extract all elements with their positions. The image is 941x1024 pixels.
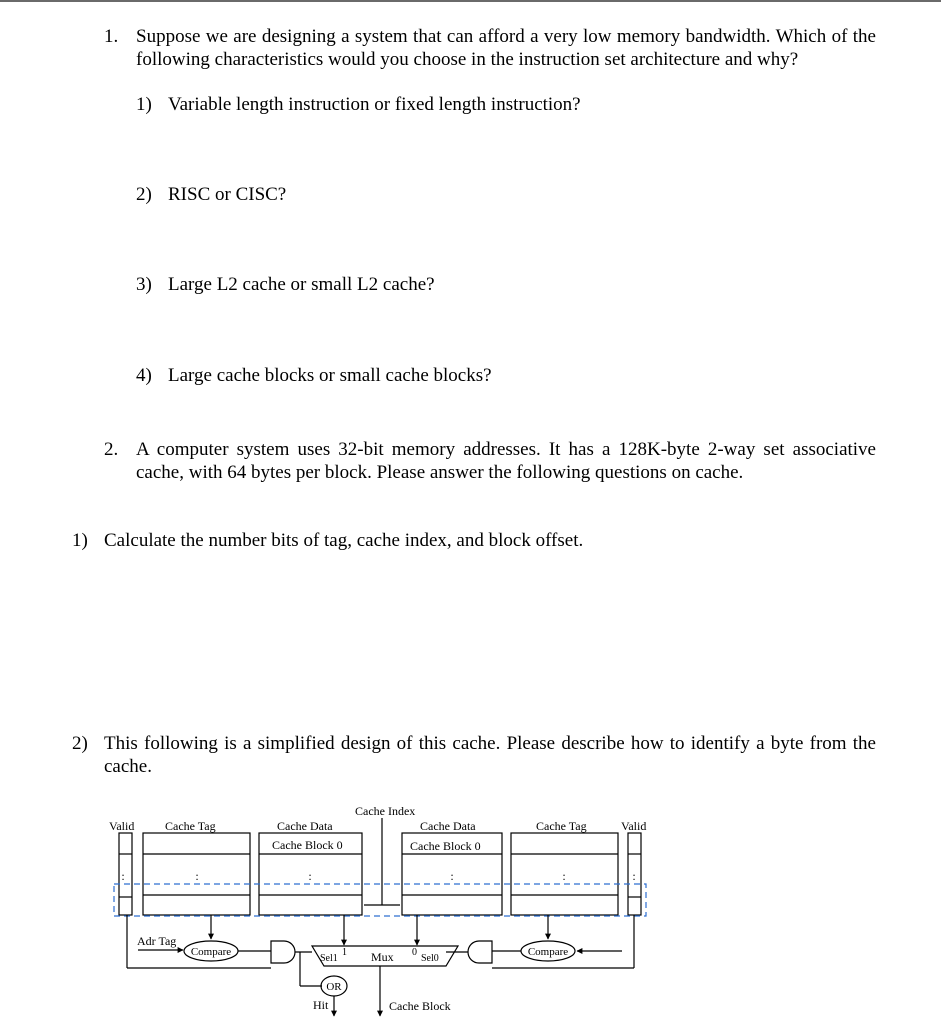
q1-item-2-text: RISC or CISC? (168, 184, 287, 205)
cache-index-label: Cache Index (355, 804, 416, 818)
compare-right-label: Compare (527, 946, 569, 958)
cache-block-output-label: Cache Block (389, 999, 451, 1013)
q2-item-2-number: 2) (72, 733, 88, 754)
selected-set-row (114, 884, 646, 916)
q2-item-2-text: This following is a simplified design of this cache. Please describe how to identify a byte from the cache. (104, 733, 876, 777)
cache-block-right-label: Cache Block 0 (410, 839, 481, 853)
mux-input-0-label: 0 (412, 947, 417, 958)
mux-input-1-label: 1 (342, 947, 347, 958)
ellipsis-tag-left: : (195, 869, 199, 883)
q1-item-3-number: 3) (136, 274, 152, 295)
q1-item-3-text: Large L2 cache or small L2 cache? (168, 274, 435, 295)
q1-item-1-number: 1) (136, 94, 152, 115)
cache-block-left-label: Cache Block 0 (272, 838, 343, 852)
top-rule (0, 0, 941, 2)
sel0-label: Sel0 (421, 953, 439, 964)
and-gate-right (468, 941, 492, 963)
sel1-label: Sel1 (320, 953, 338, 964)
ellipsis-valid-right: : (632, 869, 636, 883)
valid-left-label: Valid (109, 819, 135, 833)
hit-label: Hit (313, 998, 329, 1012)
q2-item-1-text: Calculate the number bits of tag, cache index, and block offset. (104, 530, 584, 551)
valid-right-label: Valid (621, 819, 647, 833)
q1-item-1-text: Variable length instruction or fixed length instruction? (168, 94, 581, 115)
q1-item-4-number: 4) (136, 365, 152, 386)
ellipsis-tag-right: : (562, 869, 566, 883)
question-2-number: 2. (104, 439, 119, 460)
ellipsis-valid-left: : (121, 869, 125, 883)
compare-left-label: Compare (190, 946, 232, 958)
cache-data-right-label: Cache Data (420, 819, 476, 833)
or-label: OR (326, 981, 342, 993)
cache-tag-left-label: Cache Tag (165, 819, 216, 833)
question-1-number: 1. (104, 26, 119, 47)
question-1-text: Suppose we are designing a system that can afford a very low memory bandwidth. Which of the following characteristics would you choose in the instruction set architecture and why? (136, 26, 876, 70)
and-gate-left (271, 941, 295, 963)
adr-tag-label: Adr Tag (137, 934, 177, 948)
mux-label: Mux (371, 950, 394, 964)
q1-item-2-number: 2) (136, 184, 152, 205)
ellipsis-data-left: : (308, 869, 312, 883)
q2-item-1-number: 1) (72, 530, 88, 551)
question-2-text: A computer system uses 32-bit memory addresses. It has a 128K-byte 2-way set associative cache, with 64 bytes per block. Please answer the following questions on cache. (136, 439, 876, 483)
cache-tag-right-label: Cache Tag (536, 819, 587, 833)
cache-diagram (0, 795, 941, 1024)
q1-item-4-text: Large cache blocks or small cache blocks? (168, 365, 492, 386)
cache-data-left-label: Cache Data (277, 819, 333, 833)
ellipsis-data-right: : (450, 869, 454, 883)
